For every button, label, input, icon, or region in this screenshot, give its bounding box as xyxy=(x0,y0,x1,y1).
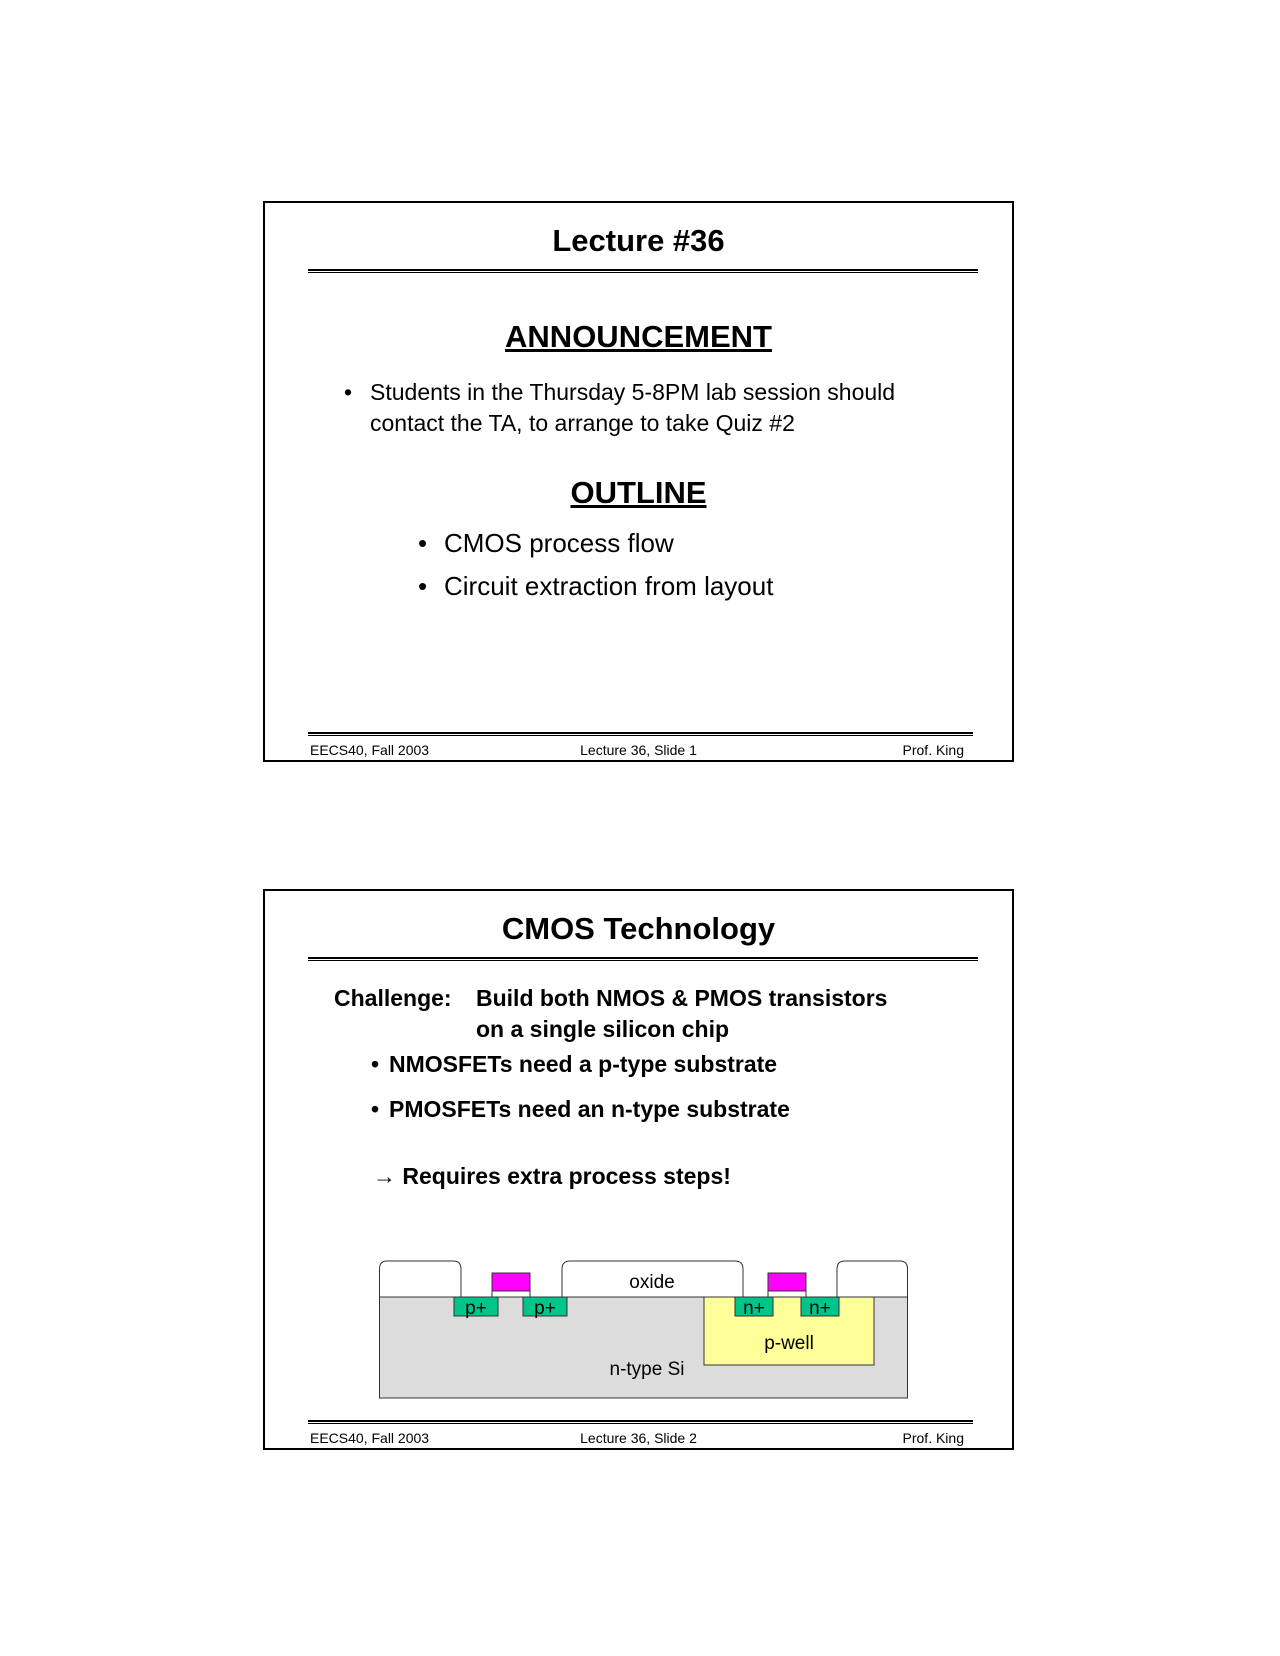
arrow-right-icon: → xyxy=(373,1163,396,1189)
footer-course: EECS40, Fall 2003 xyxy=(310,1430,430,1446)
slide-2-footer-rule xyxy=(308,1420,973,1424)
p-plus-left-label: p+ xyxy=(465,1298,487,1319)
bullet-glyph: • xyxy=(371,1051,380,1077)
bullet-glyph: • xyxy=(344,379,353,405)
slide-1-footer-rule xyxy=(308,732,973,736)
requirement-text: PMOSFETs need an n-type substrate xyxy=(389,1096,790,1122)
slide-2-title: CMOS Technology xyxy=(501,911,776,946)
slide-2-title-rule xyxy=(308,957,978,961)
outline-item-text: CMOS process flow xyxy=(444,528,674,558)
footer-instructor: Prof. King xyxy=(902,1430,964,1446)
requirement-text: NMOSFETs need a p-type substrate xyxy=(389,1051,778,1077)
outline-item xyxy=(418,528,944,571)
gate-oxide-pmos xyxy=(492,1291,530,1297)
challenge-line-1: Build both NMOS & PMOS transistors xyxy=(476,985,888,1011)
footer-instructor: Prof. King xyxy=(902,742,964,758)
bullet-glyph: • xyxy=(371,1096,380,1122)
slide-1-title: Lecture #36 xyxy=(552,223,725,258)
n-plus-right-label: n+ xyxy=(809,1298,831,1319)
p-well-label: p-well xyxy=(764,1333,814,1354)
p-plus-right-label: p+ xyxy=(534,1298,556,1319)
p-well xyxy=(704,1297,874,1365)
n-plus-left-label: n+ xyxy=(743,1298,765,1319)
requirement-item xyxy=(371,1094,790,1139)
footer-slide-number: Lecture 36, Slide 1 xyxy=(580,742,697,758)
slide-1 xyxy=(263,201,1014,762)
field-oxide-left xyxy=(380,1261,462,1297)
bullet-glyph: • xyxy=(418,571,428,601)
substrate-label: n-type Si xyxy=(609,1359,685,1380)
nmos-gate xyxy=(768,1273,806,1291)
field-oxide-right xyxy=(837,1261,908,1297)
oxide-label: oxide xyxy=(629,1272,675,1293)
announcement-heading: ANNOUNCEMENT xyxy=(505,319,772,354)
outline-list xyxy=(418,528,944,614)
challenge-label: Challenge: xyxy=(334,985,452,1011)
cmos-cross-section-diagram xyxy=(379,1259,909,1411)
footer-slide-number: Lecture 36, Slide 2 xyxy=(580,1430,697,1446)
announcement-item xyxy=(344,377,970,439)
challenge-statement xyxy=(334,983,974,1045)
requirement-item xyxy=(371,1049,790,1094)
outline-heading: OUTLINE xyxy=(570,475,707,510)
requires-text: Requires extra process steps! xyxy=(402,1163,731,1189)
requires-note xyxy=(373,1161,731,1191)
pmos-gate xyxy=(492,1273,530,1291)
bullet-glyph: • xyxy=(418,528,428,558)
gate-oxide-nmos xyxy=(768,1291,806,1297)
requirements-list xyxy=(371,1049,790,1139)
outline-item-text: Circuit extraction from layout xyxy=(444,571,774,601)
slide-1-title-rule xyxy=(308,269,978,273)
slide-2 xyxy=(263,889,1014,1450)
announcement-list xyxy=(344,377,970,439)
announcement-text: Students in the Thursday 5-8PM lab session should contact the TA, to arrange to take Quiz #2 xyxy=(370,379,896,436)
footer-course: EECS40, Fall 2003 xyxy=(310,742,430,758)
challenge-line-2: on a single silicon chip xyxy=(476,1016,730,1042)
outline-item xyxy=(418,571,944,614)
